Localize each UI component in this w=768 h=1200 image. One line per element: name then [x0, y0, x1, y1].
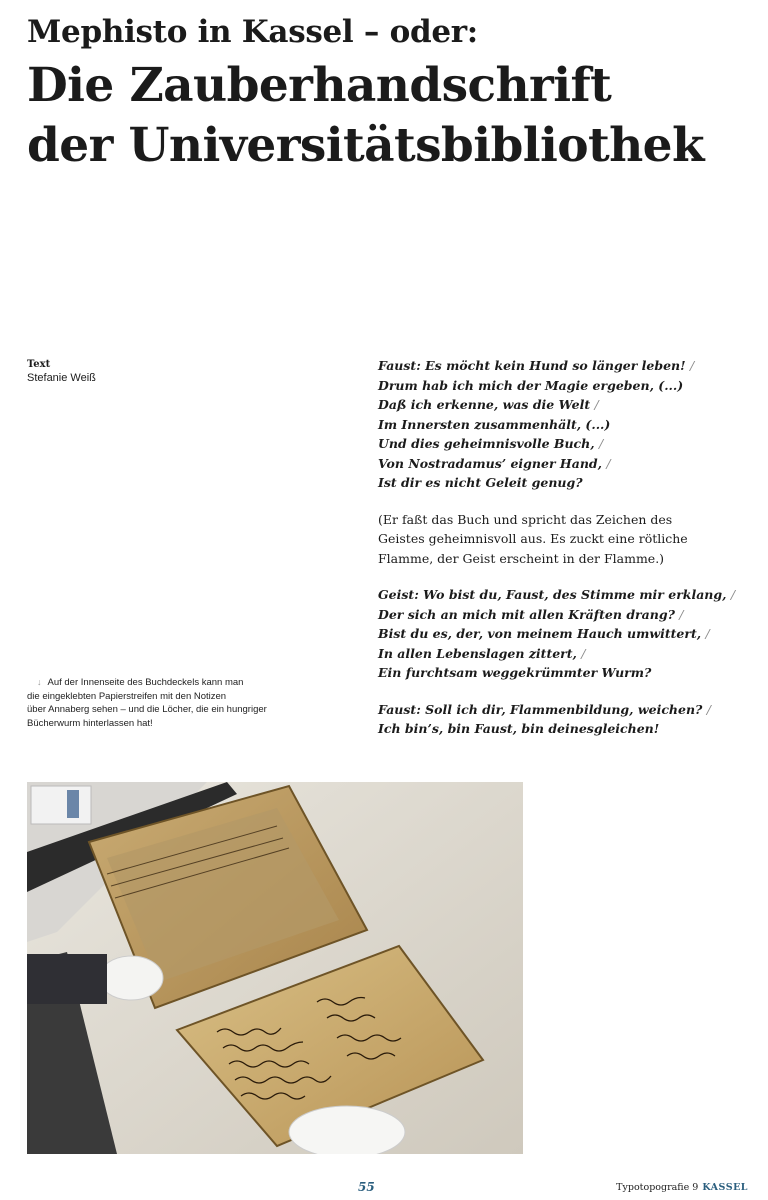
verse-line: (Er faßt das Buch und spricht das Zeichen des [378, 511, 673, 527]
photo-caption [27, 676, 287, 730]
magazine-title: Typotopografie 9 [616, 1182, 699, 1193]
verse-line: Geist: Wo bist du, Faust, des Stimme mir erklang, / [378, 587, 736, 602]
caption-line: Auf der Innenseite des Buchdeckels kann man [47, 677, 244, 688]
caption-line: die eingeklebten Papierstreifen mit den Notizen [27, 690, 227, 702]
verse-stanza-2 [378, 585, 748, 683]
headline-line-2: der Universitätsbibliothek [27, 118, 704, 173]
verse-stage-direction [378, 510, 748, 569]
verse-stanza-1 [378, 356, 748, 493]
verse-line: In allen Lebenslagen zittert, / [378, 645, 586, 661]
verse-line: Der sich an mich mit allen Kräften drang? / [378, 606, 684, 622]
headline-line-1: Die Zauberhandschrift [27, 58, 612, 113]
verse-line: Daß ich erkenne, was die Welt / [378, 397, 599, 412]
credit-author: Stefanie Weiß [27, 372, 96, 384]
author-credit [27, 358, 96, 385]
verse-line: Im Innersten zusammenhält, (...) [378, 416, 611, 432]
arrow-down-icon: ↓ [37, 677, 42, 687]
verse-line: Ein furchtsam weggekrümmter Wurm? [378, 665, 652, 680]
article-headline [27, 56, 704, 176]
section-city: KASSEL [702, 1182, 748, 1193]
verse-line: Von Nostradamus’ eigner Hand, / [378, 455, 611, 471]
running-footer [616, 1182, 748, 1193]
verse-line: Ich bin’s, bin Faust, bin deinesgleichen! [378, 721, 660, 736]
manuscript-photo [27, 782, 523, 1154]
verse-line: Faust: Es möcht kein Hund so länger leben! / [378, 358, 695, 373]
verse-line: Geistes geheimnisvoll aus. Es zuckt eine rötliche [378, 531, 688, 546]
verse-line: Ist dir es nicht Geleit genug? [378, 475, 583, 490]
article-kicker: Mephisto in Kassel – oder: [27, 14, 478, 50]
verse-line: Und dies geheimnisvolle Buch, / [378, 436, 604, 451]
faust-verse [378, 356, 748, 756]
caption-line: über Annaberg sehen – und die Löcher, die ein hungriger [27, 704, 267, 715]
credit-label: Text [27, 359, 51, 370]
caption-line: Bücherwurm hinterlassen hat! [27, 717, 153, 729]
page-number: 55 [358, 1180, 375, 1194]
verse-line: Drum hab ich mich der Magie ergeben, (...) [378, 377, 684, 393]
verse-line: Flamme, der Geist erscheint in der Flamme.) [378, 550, 665, 566]
verse-line: Bist du es, der, von meinem Hauch umwittert, / [378, 626, 710, 641]
verse-line: Faust: Soll ich dir, Flammenbildung, weichen? / [378, 701, 711, 717]
verse-stanza-3 [378, 700, 748, 739]
